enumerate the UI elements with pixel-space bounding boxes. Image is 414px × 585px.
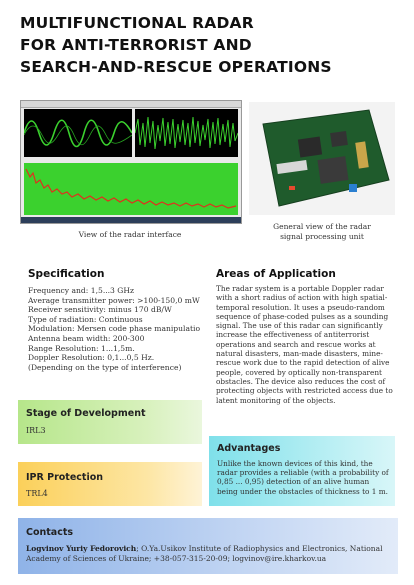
- applications-heading: Areas of Application: [216, 268, 336, 280]
- waveform-panel-right: [135, 109, 238, 157]
- spec-item: Doppler Resolution: 0,1...0,5 Hz.: [28, 353, 155, 363]
- spec-item: Type of radiation: Continuous: [28, 314, 143, 324]
- waveform-panel-left: [24, 109, 132, 157]
- advantages-box: [209, 436, 395, 506]
- title-line-1: MULTIFUNCTIONAL RADAR: [20, 14, 254, 32]
- spec-item: Range Resolution: 1...1,5m.: [28, 343, 135, 353]
- title-line-2: FOR ANTI-TERRORIST AND: [20, 36, 252, 54]
- board-pcb: [263, 110, 389, 206]
- board-illustration: [249, 102, 395, 215]
- contacts-heading: Contacts: [26, 527, 74, 538]
- board-fpga: [317, 156, 348, 184]
- spec-item: Average transmitter power: >100-150,0 mW: [28, 295, 200, 305]
- ipr-value: TRL4: [26, 489, 48, 498]
- board-cap: [349, 184, 357, 192]
- radar-interface-caption: View of the radar interface: [78, 230, 182, 239]
- spec-item: Frequency and: 1,5...3 GHz: [28, 286, 134, 295]
- waveform-right-svg: [135, 109, 238, 157]
- ipr-protection-box: [18, 462, 202, 506]
- spec-item: Receiver sensitivity: minus 170 dB/W: [28, 305, 172, 315]
- applications-text: The radar system is a portable Doppler radar with a short radius of action with high spatial-temporal resolution. It uses a pseudo-random sequence of phase-coded pulses as a sounding signal. The use of this radar can significantly increase the effectiveness of antiterrorist operations and search and rescue works at natural disasters, man-made disasters, mine-rescue work due to the rapid detection of alive people, covered by optically non-transparent obstacles. The device also reduces the cost of protecting objects with restricted access due to latent monitoring of the objects.: [216, 284, 393, 405]
- board-caption: [249, 222, 395, 242]
- signal-processing-unit-photo: [249, 102, 395, 215]
- radar-toolbar: [21, 101, 241, 108]
- contacts-text: [26, 544, 390, 564]
- waveform-left-svg: [24, 109, 132, 157]
- advantages-text: Unlike the known devices of this kind, the radar provides a reliable (with a probability of 0,85 ... 0,95) detection of an alive human being under the obstacles of thickness to 1 m.: [217, 459, 389, 496]
- stage-heading: Stage of Development: [26, 408, 146, 419]
- specification-list: [28, 286, 206, 372]
- radar-statusbar: [21, 217, 241, 223]
- specification-heading: Specification: [28, 268, 105, 280]
- spectrum-panel: [24, 163, 238, 215]
- board-led: [289, 186, 295, 190]
- stage-of-development-box: [18, 400, 202, 444]
- waveform-right-noise: [135, 117, 238, 149]
- spec-item: Antenna beam width: 200-300: [28, 333, 145, 343]
- board-chip-1: [298, 137, 322, 158]
- radar-interface-screenshot: [20, 100, 242, 224]
- contacts-box: [18, 518, 398, 574]
- title-line-3: SEARCH-AND-RESCUE OPERATIONS: [20, 58, 332, 76]
- page-title: [20, 12, 400, 78]
- stage-value: IRL3: [26, 426, 46, 435]
- spectrum-trace: [26, 169, 236, 208]
- board-caption-line-2: signal processing unit: [280, 232, 364, 241]
- board-caption-line-1: General view of the radar: [273, 222, 371, 231]
- contact-details: ; O.Ya.Usikov Institute of Radiophysics and Electronics, National Academy of Sciences of Ukraine; +38-057-315-20-09; logvinov@ire.kharkov.ua: [26, 544, 383, 563]
- spectrum-svg: [24, 163, 238, 215]
- advantages-heading: Advantages: [217, 443, 281, 454]
- ipr-heading: IPR Protection: [26, 472, 103, 483]
- spec-item: (Depending on the type of interference): [28, 362, 182, 372]
- spec-item: Modulation: Mersen code phase manipulatio: [28, 324, 201, 334]
- board-chip-2: [330, 131, 348, 147]
- contact-name: Logvinov Yuriy Fedorovich: [26, 544, 137, 553]
